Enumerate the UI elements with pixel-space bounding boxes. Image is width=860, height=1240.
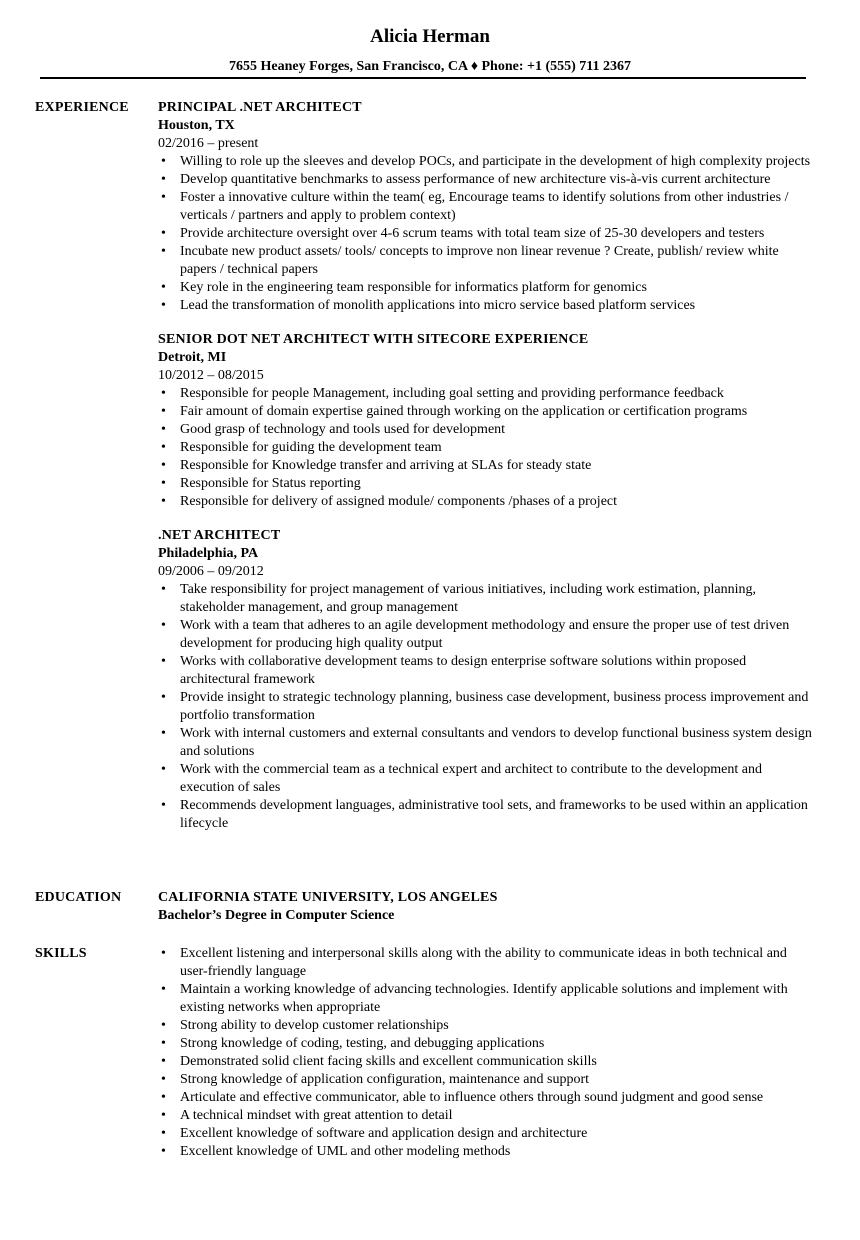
bullet-icon: • xyxy=(161,762,166,777)
bullet-text: Work with a team that adheres to an agile development methodology and ensure the proper use of test driven development for producing high quality output xyxy=(180,618,790,651)
bullet-icon: • xyxy=(161,690,166,705)
job-title: .NET ARCHITECT xyxy=(158,528,281,543)
bullet-icon: • xyxy=(161,1018,166,1033)
bullet-icon: • xyxy=(161,1090,166,1105)
bullet-icon: • xyxy=(161,422,166,437)
bullet-icon: • xyxy=(161,1126,166,1141)
bullet-text: Strong ability to develop customer relationships xyxy=(180,1018,449,1033)
job-bullet xyxy=(158,761,818,797)
bullet-text: Work with internal customers and external consultants and vendors to develop functional business system design and solutions xyxy=(180,726,812,759)
bullet-icon: • xyxy=(161,154,166,169)
bullet-text: Willing to role up the sleeves and develop POCs, and participate in the development of high complexity projects xyxy=(180,154,811,169)
education-heading: EDUCATION xyxy=(35,890,122,905)
job-title: SENIOR DOT NET ARCHITECT WITH SITECORE EXPERIENCE xyxy=(158,332,589,347)
job-bullet-list xyxy=(158,153,818,315)
job-bullet-list xyxy=(158,581,818,833)
job-bullet xyxy=(158,385,818,403)
bullet-icon: • xyxy=(161,1054,166,1069)
bullet-icon: • xyxy=(161,982,166,997)
bullet-icon: • xyxy=(161,618,166,633)
bullet-text: Fair amount of domain expertise gained through working on the application or certification programs xyxy=(180,404,748,419)
bullet-text: Strong knowledge of coding, testing, and debugging applications xyxy=(180,1036,545,1051)
skill-bullet xyxy=(158,1017,818,1035)
bullet-text: Develop quantitative benchmarks to assess performance of new architecture vis-à-vis current architecture xyxy=(180,172,771,187)
bullet-icon: • xyxy=(161,404,166,419)
skills-heading: SKILLS xyxy=(35,946,87,961)
bullet-text: A technical mindset with great attention to detail xyxy=(180,1108,453,1123)
education-body xyxy=(158,889,818,925)
bullet-text: Good grasp of technology and tools used for development xyxy=(180,422,506,437)
job-bullet xyxy=(158,617,818,653)
job-bullet xyxy=(158,243,818,279)
bullet-icon: • xyxy=(161,458,166,473)
bullet-icon: • xyxy=(161,440,166,455)
job-bullet xyxy=(158,493,818,511)
bullet-icon: • xyxy=(161,386,166,401)
job-entry xyxy=(158,527,818,833)
skill-bullet xyxy=(158,1035,818,1053)
bullet-text: Excellent knowledge of software and application design and architecture xyxy=(180,1126,588,1141)
bullet-text: Maintain a working knowledge of advancing technologies. Identify applicable solutions and implement with existing networks when appropriate xyxy=(180,982,788,1015)
bullet-icon: • xyxy=(161,1072,166,1087)
skill-bullet xyxy=(158,1053,818,1071)
job-bullet xyxy=(158,653,818,689)
bullet-text: Works with collaborative development teams to design enterprise software solutions within proposed architectural framework xyxy=(180,654,747,687)
job-bullet xyxy=(158,457,818,475)
job-dates: 09/2006 – 09/2012 xyxy=(158,564,264,579)
bullet-icon: • xyxy=(161,726,166,741)
job-location: Philadelphia, PA xyxy=(158,546,259,561)
skill-bullet xyxy=(158,981,818,1017)
job-entry xyxy=(158,331,818,511)
bullet-icon: • xyxy=(161,226,166,241)
bullet-icon: • xyxy=(161,654,166,669)
skill-bullet xyxy=(158,1089,818,1107)
bullet-icon: • xyxy=(161,946,166,961)
degree-name: Bachelor’s Degree in Computer Science xyxy=(158,908,395,923)
bullet-text: Demonstrated solid client facing skills and excellent communication skills xyxy=(180,1054,597,1069)
skill-bullet xyxy=(158,1071,818,1089)
job-bullet xyxy=(158,171,818,189)
bullet-text: Key role in the engineering team responsible for informatics platform for genomics xyxy=(180,280,647,295)
resume-header xyxy=(0,0,860,76)
bullet-icon: • xyxy=(161,798,166,813)
header-divider xyxy=(40,77,806,79)
skills-body xyxy=(158,945,818,1161)
job-dates: 10/2012 – 08/2015 xyxy=(158,368,264,383)
bullet-text: Responsible for delivery of assigned module/ components /phases of a project xyxy=(180,494,618,509)
bullet-icon: • xyxy=(161,476,166,491)
bullet-text: Incubate new product assets/ tools/ concepts to improve non linear revenue ? Create, publish/ review white papers / technical papers xyxy=(180,244,779,277)
bullet-text: Responsible for Knowledge transfer and arriving at SLAs for steady state xyxy=(180,458,592,473)
skills-bullet-list xyxy=(158,945,818,1161)
skill-bullet xyxy=(158,1143,818,1161)
job-bullet xyxy=(158,153,818,171)
job-bullet xyxy=(158,689,818,725)
bullet-text: Provide insight to strategic technology planning, business case development, business process improvement and portfolio transformation xyxy=(180,690,809,723)
job-bullet xyxy=(158,297,818,315)
bullet-text: Excellent knowledge of UML and other modeling methods xyxy=(180,1144,511,1159)
job-bullet xyxy=(158,279,818,297)
bullet-icon: • xyxy=(161,190,166,205)
job-bullet xyxy=(158,189,818,225)
skill-bullet xyxy=(158,1125,818,1143)
bullet-text: Strong knowledge of application configuration, maintenance and support xyxy=(180,1072,590,1087)
contact-line: 7655 Heaney Forges, San Francisco, CA ♦ Phone: +1 (555) 711 2367 xyxy=(228,59,632,74)
bullet-text: Work with the commercial team as a technical expert and architect to contribute to the development and execution of sales xyxy=(180,762,762,795)
bullet-icon: • xyxy=(161,298,166,313)
bullet-text: Take responsibility for project management of various initiatives, including work estimation, planning, stakeholder management, and group management xyxy=(180,582,757,615)
job-bullet xyxy=(158,581,818,617)
bullet-icon: • xyxy=(161,1108,166,1123)
skill-bullet xyxy=(158,945,818,981)
bullet-icon: • xyxy=(161,244,166,259)
bullet-text: Provide architecture oversight over 4-6 scrum teams with total team size of 25-30 developers and testers xyxy=(180,226,765,241)
bullet-icon: • xyxy=(161,172,166,187)
skill-bullet xyxy=(158,1107,818,1125)
bullet-icon: • xyxy=(161,280,166,295)
bullet-text: Lead the transformation of monolith applications into micro service based platform services xyxy=(180,298,696,313)
school-name: CALIFORNIA STATE UNIVERSITY, LOS ANGELES xyxy=(158,890,498,905)
bullet-icon: • xyxy=(161,494,166,509)
bullet-text: Articulate and effective communicator, able to influence others through sound judgment and good sense xyxy=(180,1090,764,1105)
candidate-name: Alicia Herman xyxy=(370,26,490,47)
bullet-text: Responsible for guiding the development team xyxy=(180,440,442,455)
bullet-text: Recommends development languages, administrative tool sets, and frameworks to be used within an application lifecycle xyxy=(180,798,808,831)
bullet-icon: • xyxy=(161,1036,166,1051)
job-bullet xyxy=(158,225,818,243)
job-bullet xyxy=(158,403,818,421)
bullet-text: Excellent listening and interpersonal skills along with the ability to communicate ideas in both technical and user-friendly language xyxy=(180,946,787,979)
job-bullet xyxy=(158,475,818,493)
experience-heading: EXPERIENCE xyxy=(35,100,129,115)
job-location: Houston, TX xyxy=(158,118,235,133)
bullet-icon: • xyxy=(161,582,166,597)
job-bullet xyxy=(158,421,818,439)
job-title: PRINCIPAL .NET ARCHITECT xyxy=(158,100,362,115)
bullet-text: Foster a innovative culture within the team( eg, Encourage teams to identify solutions from other industries / verticals / partners and apply to problem context) xyxy=(180,190,789,223)
bullet-text: Responsible for Status reporting xyxy=(180,476,361,491)
job-bullet xyxy=(158,439,818,457)
job-bullet xyxy=(158,725,818,761)
bullet-text: Responsible for people Management, including goal setting and providing performance feedback xyxy=(180,386,724,401)
experience-body xyxy=(158,99,818,849)
job-entry xyxy=(158,99,818,315)
job-bullet xyxy=(158,797,818,833)
bullet-icon: • xyxy=(161,1144,166,1159)
job-location: Detroit, MI xyxy=(158,350,227,365)
job-bullet-list xyxy=(158,385,818,511)
job-dates: 02/2016 – present xyxy=(158,136,259,151)
